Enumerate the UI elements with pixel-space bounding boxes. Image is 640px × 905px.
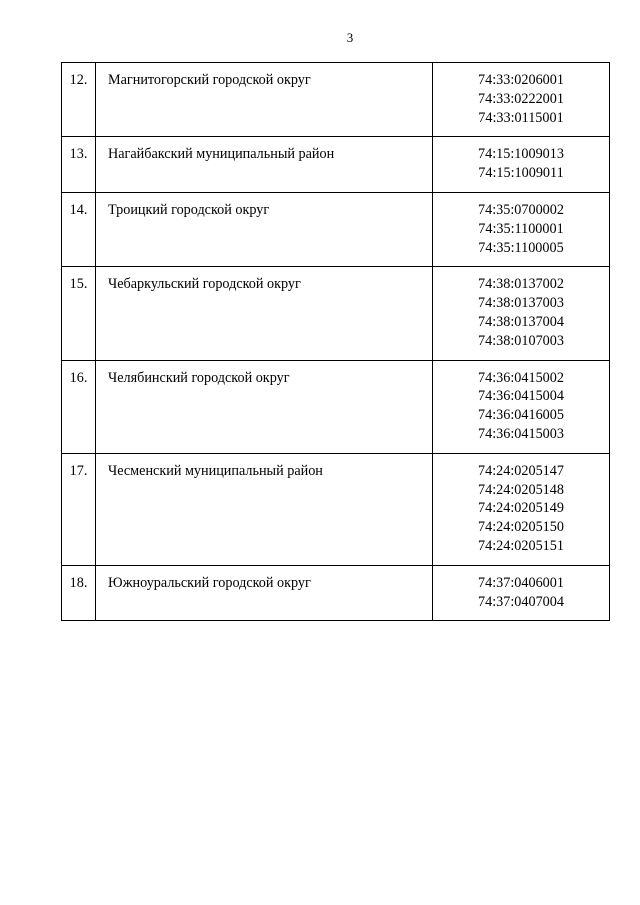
- cadastral-code: 74:37:0406001: [478, 574, 564, 591]
- cadastral-code: 74:24:0205151: [478, 537, 564, 554]
- row-number: 13.: [62, 137, 96, 193]
- table-row: [62, 453, 610, 565]
- cadastral-code: 74:36:0416005: [478, 407, 564, 424]
- district-name: Магнитогорский городской округ: [96, 63, 433, 137]
- cadastral-code: 74:15:1009013: [478, 146, 564, 163]
- row-number: 12.: [62, 63, 96, 137]
- cadastral-code: 74:33:0206001: [478, 72, 564, 88]
- cadastral-codes: [433, 360, 610, 453]
- page-number: 3: [346, 30, 354, 45]
- cadastral-code: 74:36:0415004: [478, 388, 564, 405]
- cadastral-code: 74:24:0205148: [478, 481, 564, 498]
- cadastral-code: 74:35:1100005: [478, 239, 564, 256]
- cadastral-code: 74:38:0137002: [478, 276, 564, 293]
- cadastral-codes: [433, 192, 610, 266]
- table-row: [62, 565, 610, 621]
- district-name: Чебаркульский городской округ: [96, 267, 433, 360]
- cadastral-code: 74:36:0415002: [478, 369, 564, 386]
- row-number: 15.: [62, 267, 96, 360]
- cadastral-codes: [433, 453, 610, 565]
- cadastral-codes: [433, 267, 610, 360]
- district-name: Троицкий городской округ: [96, 192, 433, 266]
- table-row: [62, 267, 610, 360]
- cadastral-code: 74:36:0415003: [478, 425, 564, 442]
- district-name: Нагайбакский муниципальный район: [96, 137, 433, 193]
- table-row: [62, 360, 610, 453]
- cadastral-code: 74:38:0137004: [478, 313, 564, 330]
- cadastral-code: 74:38:0137003: [478, 295, 564, 312]
- district-name: Южноуральский городской округ: [96, 565, 433, 621]
- cadastral-codes: [433, 565, 610, 621]
- cadastral-code: 74:35:0700002: [478, 201, 564, 218]
- row-number: 14.: [62, 192, 96, 266]
- cadastral-code: 74:33:0115001: [478, 109, 564, 126]
- cadastral-code: 74:24:0205147: [478, 462, 564, 479]
- row-number: 17.: [62, 453, 96, 565]
- row-number: 16.: [62, 360, 96, 453]
- table-row: [62, 192, 610, 266]
- cadastral-code: 74:24:0205149: [478, 500, 564, 517]
- table-row: [62, 137, 610, 193]
- table-row: [62, 63, 610, 137]
- district-name: Чесменский муниципальный район: [96, 453, 433, 565]
- cadastral-code: 74:37:0407004: [478, 593, 564, 610]
- cadastral-code: 74:24:0205150: [478, 519, 564, 536]
- cadastral-codes: [433, 137, 610, 193]
- table-body: [62, 63, 610, 621]
- cadastral-code: 74:15:1009011: [478, 165, 564, 182]
- cadastral-codes: [433, 63, 610, 137]
- cadastral-code: 74:33:0222001: [478, 90, 564, 107]
- cadastral-code: 74:35:1100001: [478, 220, 564, 237]
- row-number: 18.: [62, 565, 96, 621]
- district-name: Челябинский городской округ: [96, 360, 433, 453]
- cadastral-code: 74:38:0107003: [478, 332, 564, 349]
- cadastral-districts-table: [61, 62, 610, 621]
